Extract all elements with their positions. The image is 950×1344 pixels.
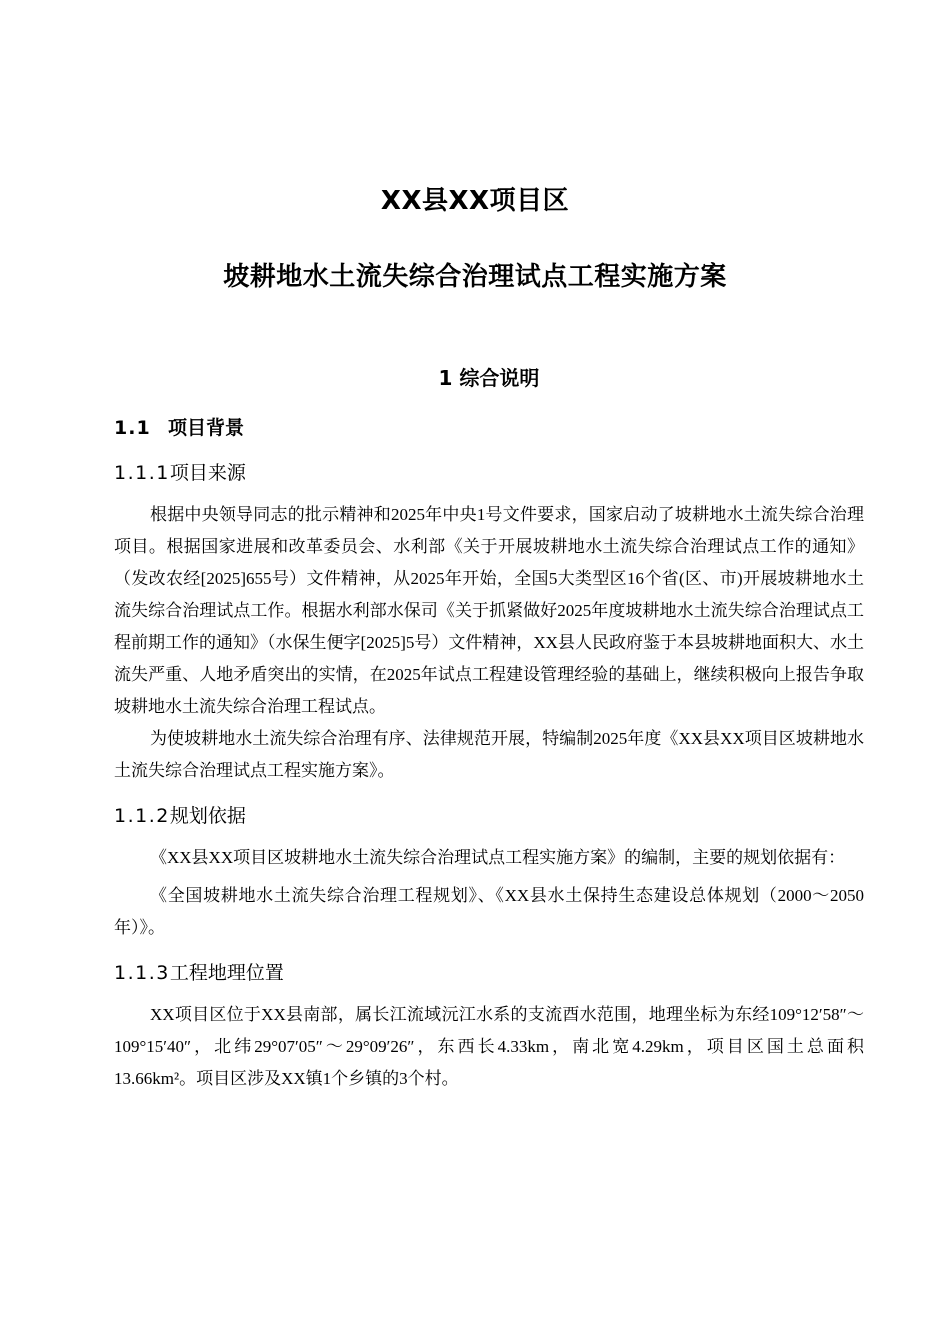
subsection-heading-1-1-2 (114, 801, 864, 828)
document-title-line-2: 坡耕地水土流失综合治理试点工程实施方案 (223, 262, 727, 292)
subsection-number: 1.1.1 (114, 462, 170, 484)
section-heading-1-1 (114, 413, 864, 440)
subsection-title: 工程地理位置 (169, 962, 284, 984)
subsection-heading-1-1-3 (114, 958, 864, 985)
document-title-line-1: XX县XX项目区 (380, 186, 570, 216)
chapter-heading: 1 综合说明 (438, 366, 540, 390)
subsection-heading-1-1-1 (114, 458, 864, 485)
paragraph-purpose: 为使坡耕地水土流失综合治理有序、法律规范开展，特编制2025年度《XX县XX项目区坡耕地水土流失综合治理试点工程实施方案》。 (114, 729, 864, 780)
paragraph-geographic-location: XX项目区位于XX县南部，属长江流域沅江水系的支流酉水范围，地理坐标为东经109°12′58″～109°15′40″，北纬29°07′05″～29°09′26″，东西长4.33km，南北宽4.29km，项目区国土总面积13.66km²。项目区涉及XX镇1个乡镇的3个村。 (114, 1005, 864, 1088)
paragraph-planning-basis: 《XX县XX项目区坡耕地水土流失综合治理试点工程实施方案》的编制，主要的规划依据有： (150, 848, 846, 867)
section-number: 1.1 (114, 417, 151, 439)
paragraph-project-source: 根据中央领导同志的批示精神和2025年中央1号文件要求，国家启动了坡耕地水土流失综合治理项目。根据国家进展和改革委员会、水利部《关于开展坡耕地水土流失综合治理试点工作的通知》（发改农经[2025]655号）文件精神，从2025年开始，全国5大类型区16个省(区、市)开展坡耕地水土流失综合治理试点工作。根据水利部水保司《关于抓紧做好2025年度坡耕地水土流失综合治理试点工程前期工作的通知》（水保生便字[2025]5号）文件精神，XX县人民政府鉴于本县坡耕地面积大、水土流失严重、人地矛盾突出的实情，在2025年试点工程建设管理经验的基础上，继续积极向上报告争取坡耕地水土流失综合治理工程试点。 (114, 505, 864, 716)
paragraph-planning-references: 《全国坡耕地水土流失综合治理工程规划》、《XX县水土保持生态建设总体规划（2000～2050年）》。 (114, 886, 864, 937)
subsection-title: 项目来源 (169, 462, 246, 484)
subsection-title: 规划依据 (169, 805, 246, 827)
subsection-number: 1.1.3 (114, 962, 170, 984)
subsection-number: 1.1.2 (114, 805, 170, 827)
document-body (114, 362, 864, 1095)
section-title: 项目背景 (168, 417, 245, 439)
